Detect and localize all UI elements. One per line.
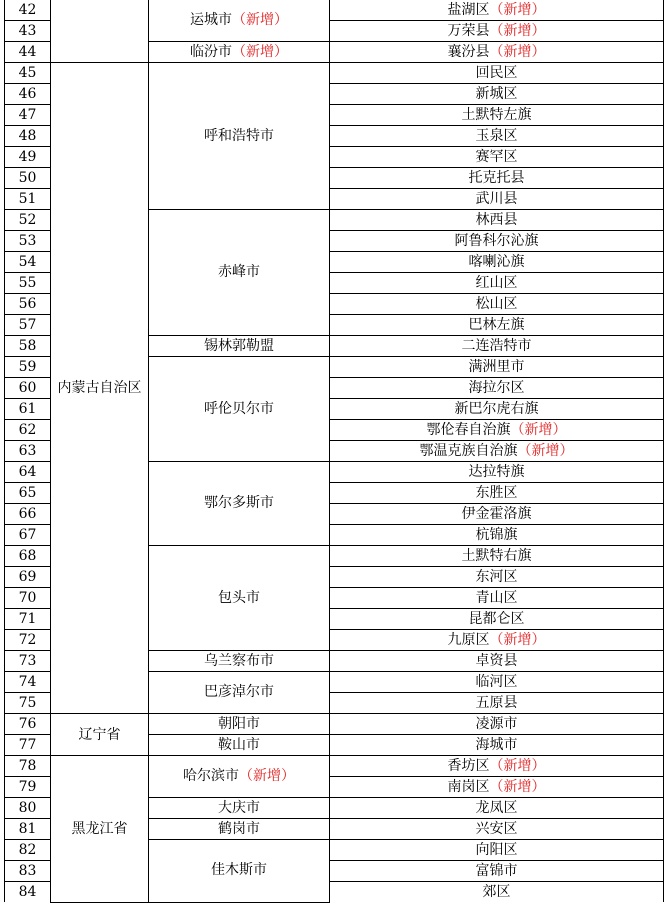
county-name: 龙凤区 <box>475 799 518 816</box>
row-number: 52 <box>18 211 37 228</box>
new-tag: （新增） <box>239 768 295 784</box>
row-number: 45 <box>18 64 37 81</box>
row-number: 66 <box>18 505 37 522</box>
county-cell <box>330 336 664 357</box>
row-number: 47 <box>18 106 37 123</box>
county-name: 九原区 <box>447 631 490 648</box>
city-cell <box>149 798 330 819</box>
row-number: 67 <box>18 526 37 543</box>
new-tag: （新增） <box>232 43 288 60</box>
row-number-cell <box>5 651 51 672</box>
county-cell <box>330 735 664 756</box>
province-cell <box>51 63 149 714</box>
city-cell <box>149 462 330 546</box>
county-name: 盐湖区 <box>447 1 490 18</box>
county-name: 土默特左旗 <box>461 106 532 123</box>
county-name: 兴安区 <box>475 820 518 837</box>
row-number-cell <box>5 756 51 777</box>
row-number: 49 <box>18 148 37 165</box>
county-cell <box>330 21 664 42</box>
county-cell <box>330 147 664 168</box>
county-cell <box>330 609 664 630</box>
county-cell <box>330 42 664 63</box>
county-cell <box>330 231 664 252</box>
county-name: 林西县 <box>475 211 518 228</box>
row-number-cell <box>5 735 51 756</box>
city-name: 临汾市 <box>190 43 232 60</box>
county-name: 凌源市 <box>475 715 518 732</box>
county-name: 阿鲁科尔沁旗 <box>454 232 539 249</box>
county-name: 红山区 <box>475 274 518 291</box>
county-name: 襄汾县 <box>447 43 490 60</box>
row-number-cell <box>5 567 51 588</box>
row-number-cell <box>5 399 51 420</box>
row-number-cell <box>5 819 51 840</box>
row-number-cell <box>5 672 51 693</box>
new-tag: （新增） <box>489 1 546 18</box>
city-cell <box>149 336 330 357</box>
county-cell <box>330 0 664 21</box>
city-name: 哈尔滨市 <box>183 768 239 784</box>
row-number: 62 <box>18 421 37 438</box>
row-number: 58 <box>18 337 37 354</box>
county-name: 南岗区 <box>447 778 490 795</box>
city-name: 呼和浩特市 <box>204 127 274 144</box>
row-number-cell <box>5 378 51 399</box>
table-row <box>5 714 664 735</box>
row-number: 55 <box>18 274 37 291</box>
county-cell <box>330 84 664 105</box>
row-number: 65 <box>18 484 37 501</box>
county-name: 鄂温克族自治旗 <box>419 442 518 459</box>
county-name: 回民区 <box>475 64 518 81</box>
row-number-cell <box>5 0 51 21</box>
row-number-cell <box>5 462 51 483</box>
row-number-cell <box>5 273 51 294</box>
county-cell <box>330 441 664 462</box>
row-number: 80 <box>18 799 37 816</box>
new-tag: （新增） <box>232 12 288 28</box>
county-cell <box>330 861 664 882</box>
row-number-cell <box>5 546 51 567</box>
row-number-cell <box>5 714 51 735</box>
county-cell <box>330 420 664 441</box>
row-number-cell <box>5 21 51 42</box>
row-number-cell <box>5 441 51 462</box>
county-cell <box>330 882 664 903</box>
county-name: 向阳区 <box>475 841 518 858</box>
row-number: 42 <box>18 1 37 18</box>
city-name: 包头市 <box>218 589 260 606</box>
county-name: 玉泉区 <box>475 127 518 144</box>
city-cell <box>149 714 330 735</box>
row-number: 79 <box>18 778 37 795</box>
row-number: 54 <box>18 253 37 270</box>
row-number: 77 <box>18 736 37 753</box>
city-cell <box>149 840 330 903</box>
county-cell <box>330 252 664 273</box>
new-tag: （新增） <box>489 631 546 648</box>
row-number: 76 <box>18 715 37 732</box>
row-number: 70 <box>18 589 37 606</box>
city-cell <box>149 0 330 42</box>
county-name: 五原县 <box>475 694 518 711</box>
city-name: 呼伦贝尔市 <box>204 400 274 417</box>
row-number: 59 <box>18 358 37 375</box>
county-cell <box>330 315 664 336</box>
row-number-cell <box>5 861 51 882</box>
county-cell <box>330 798 664 819</box>
table-row <box>5 0 664 21</box>
city-name: 大庆市 <box>218 799 260 816</box>
row-number: 73 <box>18 652 37 669</box>
county-name: 松山区 <box>475 295 518 312</box>
county-name: 东河区 <box>475 568 518 585</box>
row-number-cell <box>5 42 51 63</box>
county-cell <box>330 588 664 609</box>
city-name: 运城市 <box>190 12 232 28</box>
county-cell <box>330 714 664 735</box>
row-number: 56 <box>18 295 37 312</box>
county-name: 万荣县 <box>447 22 490 39</box>
city-cell <box>149 546 330 651</box>
city-name: 赤峰市 <box>218 264 260 280</box>
new-tag: （新增） <box>510 421 567 438</box>
row-number: 74 <box>18 673 37 690</box>
county-name: 杭锦旗 <box>475 526 518 543</box>
new-tag: （新增） <box>489 43 546 60</box>
county-name: 达拉特旗 <box>468 463 525 480</box>
county-name: 赛罕区 <box>475 148 518 165</box>
province-name: 内蒙古自治区 <box>57 380 142 396</box>
row-number: 78 <box>18 757 37 774</box>
new-tag: （新增） <box>517 442 574 459</box>
row-number-cell <box>5 588 51 609</box>
row-number: 48 <box>18 127 37 144</box>
row-number: 43 <box>18 22 37 39</box>
city-cell <box>149 210 330 336</box>
county-cell <box>330 840 664 861</box>
county-cell <box>330 756 664 777</box>
region-table <box>4 0 664 903</box>
new-tag: （新增） <box>489 757 546 774</box>
row-number: 81 <box>18 820 37 837</box>
county-cell <box>330 672 664 693</box>
row-number-cell <box>5 420 51 441</box>
row-number-cell <box>5 483 51 504</box>
row-number-cell <box>5 189 51 210</box>
county-cell <box>330 126 664 147</box>
table-row <box>5 63 664 84</box>
county-name: 临河区 <box>475 673 518 690</box>
row-number: 50 <box>18 169 37 186</box>
city-cell <box>149 357 330 462</box>
row-number-cell <box>5 252 51 273</box>
row-number-cell <box>5 84 51 105</box>
county-name: 武川县 <box>475 190 518 207</box>
row-number: 57 <box>18 316 37 333</box>
county-name: 东胜区 <box>475 484 518 501</box>
city-name: 佳木斯市 <box>211 862 267 879</box>
county-name: 海拉尔区 <box>468 379 525 396</box>
county-cell <box>330 483 664 504</box>
row-number-cell <box>5 147 51 168</box>
county-cell <box>330 357 664 378</box>
county-cell <box>330 567 664 588</box>
county-name: 香坊区 <box>447 757 490 774</box>
city-cell <box>149 651 330 672</box>
row-number-cell <box>5 210 51 231</box>
county-name: 巴林左旗 <box>468 316 525 333</box>
city-cell <box>149 672 330 714</box>
row-number: 63 <box>18 442 37 459</box>
row-number: 75 <box>18 694 37 711</box>
county-name: 郊区 <box>482 883 511 900</box>
county-name: 满洲里市 <box>468 358 525 375</box>
row-number: 64 <box>18 463 37 480</box>
province-cell <box>51 756 149 903</box>
row-number-cell <box>5 336 51 357</box>
province-name: 黑龙江省 <box>71 820 128 837</box>
province-cell <box>51 714 149 756</box>
county-cell <box>330 819 664 840</box>
row-number: 68 <box>18 547 37 564</box>
city-name: 鹤岗市 <box>218 820 260 837</box>
county-name: 土默特右旗 <box>461 547 532 564</box>
row-number: 69 <box>18 568 37 585</box>
county-name: 新巴尔虎右旗 <box>454 400 539 417</box>
county-name: 昆都仑区 <box>468 610 525 627</box>
row-number-cell <box>5 357 51 378</box>
city-cell <box>149 819 330 840</box>
county-name: 卓资县 <box>475 652 518 669</box>
county-cell <box>330 63 664 84</box>
county-cell <box>330 693 664 714</box>
row-number-cell <box>5 63 51 84</box>
county-name: 鄂伦春自治旗 <box>426 421 511 438</box>
city-name: 鞍山市 <box>218 736 260 753</box>
row-number: 51 <box>18 190 37 207</box>
county-cell <box>330 399 664 420</box>
county-cell <box>330 294 664 315</box>
row-number: 60 <box>18 379 37 396</box>
county-cell <box>330 210 664 231</box>
row-number: 84 <box>18 883 37 900</box>
county-cell <box>330 105 664 126</box>
row-number: 83 <box>18 862 37 879</box>
row-number-cell <box>5 126 51 147</box>
county-cell <box>330 378 664 399</box>
row-number: 46 <box>18 85 37 102</box>
city-name: 乌兰察布市 <box>204 652 274 669</box>
county-name: 富锦市 <box>475 862 518 879</box>
county-cell <box>330 273 664 294</box>
city-cell <box>149 756 330 798</box>
province-cell <box>51 0 149 63</box>
city-cell <box>149 63 330 210</box>
city-name: 朝阳市 <box>218 715 260 732</box>
row-number-cell <box>5 630 51 651</box>
row-number: 71 <box>18 610 37 627</box>
table-row <box>5 756 664 777</box>
row-number: 53 <box>18 232 37 249</box>
new-tag: （新增） <box>489 22 546 39</box>
city-name: 巴彦淖尔市 <box>204 684 274 700</box>
county-cell <box>330 630 664 651</box>
row-number-cell <box>5 840 51 861</box>
county-name: 新城区 <box>475 85 518 102</box>
new-tag: （新增） <box>489 778 546 795</box>
county-cell <box>330 189 664 210</box>
row-number-cell <box>5 294 51 315</box>
county-name: 二连浩特市 <box>461 337 532 354</box>
city-cell <box>149 42 330 63</box>
county-cell <box>330 462 664 483</box>
county-cell <box>330 168 664 189</box>
county-cell <box>330 504 664 525</box>
row-number-cell <box>5 777 51 798</box>
county-name: 喀喇沁旗 <box>468 253 525 270</box>
region-table-body <box>5 0 664 902</box>
row-number-cell <box>5 315 51 336</box>
row-number: 61 <box>18 400 37 417</box>
row-number-cell <box>5 105 51 126</box>
county-name: 托克托县 <box>468 169 525 186</box>
province-name: 辽宁省 <box>78 726 121 743</box>
row-number-cell <box>5 798 51 819</box>
county-name: 海城市 <box>475 736 518 753</box>
row-number-cell <box>5 168 51 189</box>
row-number-cell <box>5 609 51 630</box>
row-number-cell <box>5 525 51 546</box>
row-number: 44 <box>18 43 37 60</box>
county-cell <box>330 546 664 567</box>
county-cell <box>330 525 664 546</box>
row-number: 82 <box>18 841 37 858</box>
county-name: 青山区 <box>475 589 518 606</box>
row-number-cell <box>5 693 51 714</box>
county-cell <box>330 777 664 798</box>
city-name: 鄂尔多斯市 <box>204 495 274 511</box>
county-cell <box>330 651 664 672</box>
county-name: 伊金霍洛旗 <box>461 505 532 522</box>
city-name: 锡林郭勒盟 <box>204 337 274 354</box>
row-number: 72 <box>18 631 37 648</box>
city-cell <box>149 735 330 756</box>
row-number-cell <box>5 882 51 903</box>
row-number-cell <box>5 231 51 252</box>
row-number-cell <box>5 504 51 525</box>
